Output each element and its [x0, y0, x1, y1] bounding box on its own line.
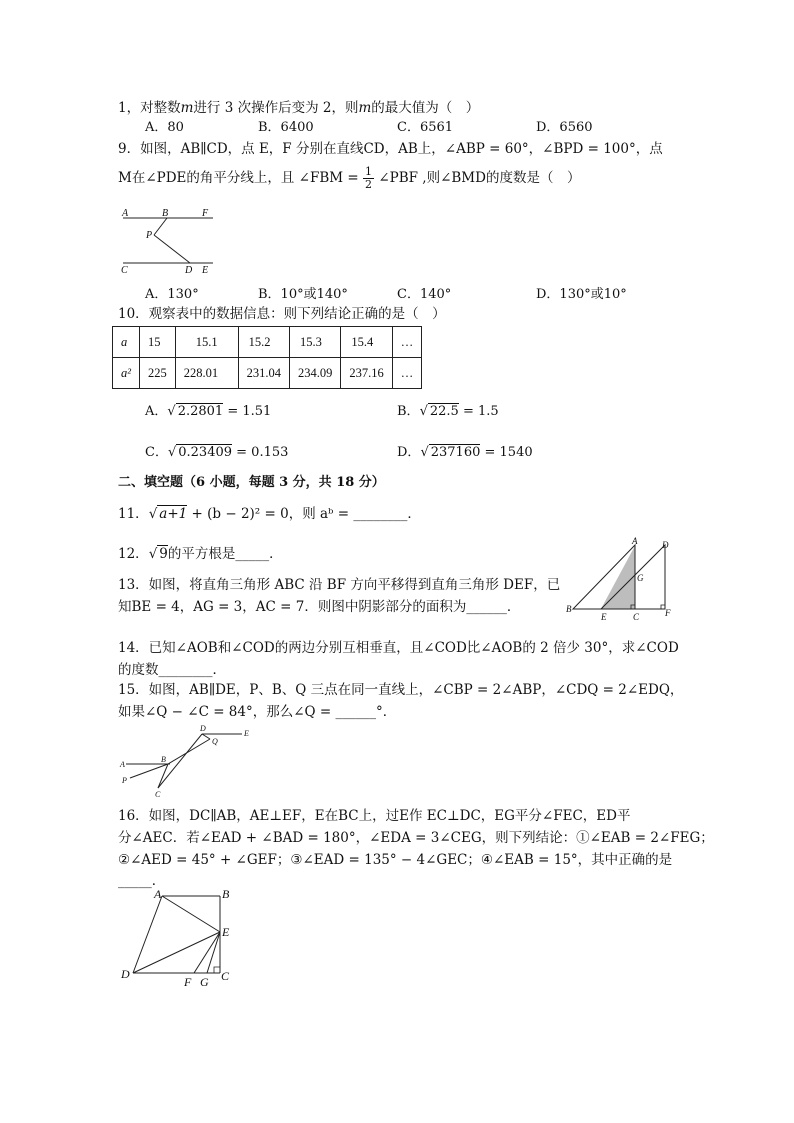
q13-label-f: F: [665, 608, 671, 618]
q9-frac-num: 1: [365, 165, 373, 178]
q11-radicand: a+1: [159, 506, 188, 522]
q12-rest: 的平方根是_____．: [167, 546, 283, 562]
q16-label-f: F: [184, 975, 192, 989]
q15-label-p: P: [122, 776, 127, 785]
q10-option-a: A．√ 2.2801 = 1.51: [145, 404, 272, 419]
q9-stem-line2: [118, 166, 580, 191]
q1-option-a: A．80: [145, 120, 184, 135]
q16-label-c: C: [221, 969, 230, 983]
q15-label-c: C: [155, 790, 161, 799]
q10-option-a-rhs: = 1.51: [223, 404, 272, 419]
q9-label-c: C: [121, 265, 128, 276]
q1-var-m: m: [180, 100, 194, 116]
q9-option-a: A．130°: [145, 287, 199, 302]
q15-label-e: E: [244, 729, 249, 738]
table-row: [113, 327, 422, 358]
q13-label-c: C: [633, 612, 640, 622]
q9-label-b: B: [162, 208, 169, 219]
q10-option-c-rhs: = 0.153: [232, 445, 289, 460]
table-cell: …: [392, 327, 422, 358]
q9-label-f: F: [202, 208, 209, 219]
q15-label-q: Q: [212, 737, 218, 746]
q10-data-table: [112, 326, 422, 389]
q9-option-b: B．10°或140°: [258, 287, 348, 302]
q10-option-a-letter: A．: [145, 404, 168, 419]
q16-label-a: A: [154, 887, 162, 901]
q14-stem-line2: 的度数________．: [118, 662, 226, 678]
q9-figure: [118, 205, 228, 277]
q13-label-g: G: [637, 573, 644, 583]
q10-option-b-radicand: 22.5: [429, 404, 459, 419]
q1-var-m-2: m: [358, 100, 372, 116]
table-cell: 228.01: [175, 358, 238, 389]
q12-num: 12．: [118, 546, 149, 562]
q15-stem-line2: 如果∠Q − ∠C = 84°，那么∠Q = ______°．: [118, 704, 397, 720]
table-cell: 15.4: [341, 327, 392, 358]
q10-option-d-letter: D．: [397, 445, 421, 460]
table-cell: a²: [113, 358, 140, 389]
q15-figure: [118, 722, 258, 798]
q10-option-d-radicand: 237160: [430, 445, 481, 460]
table-cell: 15: [140, 327, 176, 358]
q11-rest: + (b − 2)² = 0，则 aᵇ = ________．: [187, 506, 421, 522]
q16-stem-line2: 分∠AEC．若∠EAD + ∠BAD = 180°，∠EDA = 3∠CEG，则下列结论：①∠EAB = 2∠FEG；: [118, 830, 714, 846]
q15-label-b: B: [161, 755, 166, 764]
q16-label-b: B: [222, 887, 230, 901]
table-row: [113, 358, 422, 389]
q13-figure: [563, 536, 683, 622]
q1-option-d: D．6560: [536, 120, 593, 135]
q11-num: 11．: [118, 506, 149, 522]
q10-option-c-letter: C．: [145, 445, 168, 460]
q16-figure: [118, 886, 248, 990]
q13-label-e: E: [601, 612, 607, 622]
q10-option-c: C．√ 0.23409 = 0.153: [145, 445, 289, 460]
q15-stem-line1: 15．如图，AB∥DE，P、B、Q 三点在同一直线上，∠CBP = 2∠ABP，∠CDQ = 2∠EDQ，: [118, 682, 684, 698]
q13-stem-line2: 知BE = 4，AG = 3，AC = 7．则图中阴影部分的面积为______．: [118, 599, 521, 615]
q9-label-p: P: [146, 230, 153, 241]
q15-label-a: A: [120, 760, 125, 769]
q9-label-a: A: [122, 208, 129, 219]
q13-label-b: B: [566, 604, 572, 614]
q12-radicand: 9: [159, 546, 168, 562]
table-cell: a: [113, 327, 140, 358]
q1-option-c: C．6561: [397, 120, 454, 135]
q9-label-d: D: [185, 265, 193, 276]
q16-stem-line4: _____．: [118, 873, 166, 889]
q10-option-c-radicand: 0.23409: [178, 445, 233, 460]
q11-stem: 11．√ a+1 + (b − 2)² = 0，则 aᵇ = ________．: [118, 506, 421, 522]
q9-line2-a: M在∠PDE的角平分线上，且 ∠FBM =: [118, 170, 359, 186]
q1-text-a: 1，对整数: [118, 100, 181, 116]
q10-option-b: B．√ 22.5 = 1.5: [397, 404, 499, 419]
q14-stem-line1: 14．已知∠AOB和∠COD的两边分别互相垂直，且∠COD比∠AOB的 2 倍少 30°，求∠COD: [118, 640, 679, 656]
q1-text-b: 进行 3 次操作后变为 2，则: [193, 100, 359, 116]
q10-option-a-radicand: 2.2801: [177, 404, 224, 419]
q10-option-b-letter: B．: [397, 404, 420, 419]
table-cell: 15.1: [175, 327, 238, 358]
table-cell: 15.2: [238, 327, 289, 358]
q1-option-b: B．6400: [258, 120, 314, 135]
table-cell: 231.04: [238, 358, 289, 389]
q9-fraction: [363, 166, 374, 191]
q10-option-b-rhs: = 1.5: [458, 404, 499, 419]
q9-line2-b: ∠PBF ,则∠BMD的度数是（ ）: [378, 170, 581, 186]
q16-label-d: D: [121, 967, 130, 981]
table-cell: …: [392, 358, 422, 389]
table-cell: 225: [140, 358, 176, 389]
q16-label-g: G: [200, 975, 209, 989]
q9-stem-line1: 9．如图，AB∥CD，点 E，F 分别在直线CD，AB上，∠ABP = 60°，∠BPD = 100°，点: [118, 141, 663, 157]
q15-label-d: D: [200, 724, 206, 733]
q13-label-d: D: [662, 540, 669, 550]
q16-stem-line1: 16．如图，DC∥AB，AE⊥EF，E在BC上，过E作 EC⊥DC，EG平分∠FEC，ED平: [118, 808, 631, 824]
q10-option-d-rhs: = 1540: [480, 445, 533, 460]
q13-label-a: A: [632, 536, 638, 546]
table-cell: 234.09: [290, 358, 341, 389]
section-title: 二、填空题（6 小题，每题 3 分，共 18 分）: [118, 475, 385, 490]
q9-label-e: E: [202, 265, 209, 276]
q16-label-e: E: [222, 925, 230, 939]
table-cell: 237.16: [341, 358, 392, 389]
q9-option-d: D．130°或10°: [536, 287, 627, 302]
q10-stem: 10．观察表中的数据信息：则下列结论正确的是（ ）: [118, 306, 446, 322]
q9-frac-den: 2: [365, 178, 373, 191]
q16-stem-line3: ②∠AED = 45° + ∠GEF；③∠EAD = 135° − 4∠GEC；④∠EAB = 15°，其中正确的是: [118, 852, 673, 868]
table-cell: 15.3: [290, 327, 341, 358]
q1-text-c: 的最大值为（ ）: [371, 100, 480, 116]
q12-stem: 12．√ 9的平方根是_____．: [118, 546, 283, 562]
q9-option-c: C．140°: [397, 287, 452, 302]
q10-option-d: D．√ 237160 = 1540: [397, 445, 533, 460]
q1-stem: [118, 99, 479, 117]
q13-stem-line1: 13．如图，将直角三角形 ABC 沿 BF 方向平移得到直角三角形 DEF，已: [118, 577, 561, 593]
